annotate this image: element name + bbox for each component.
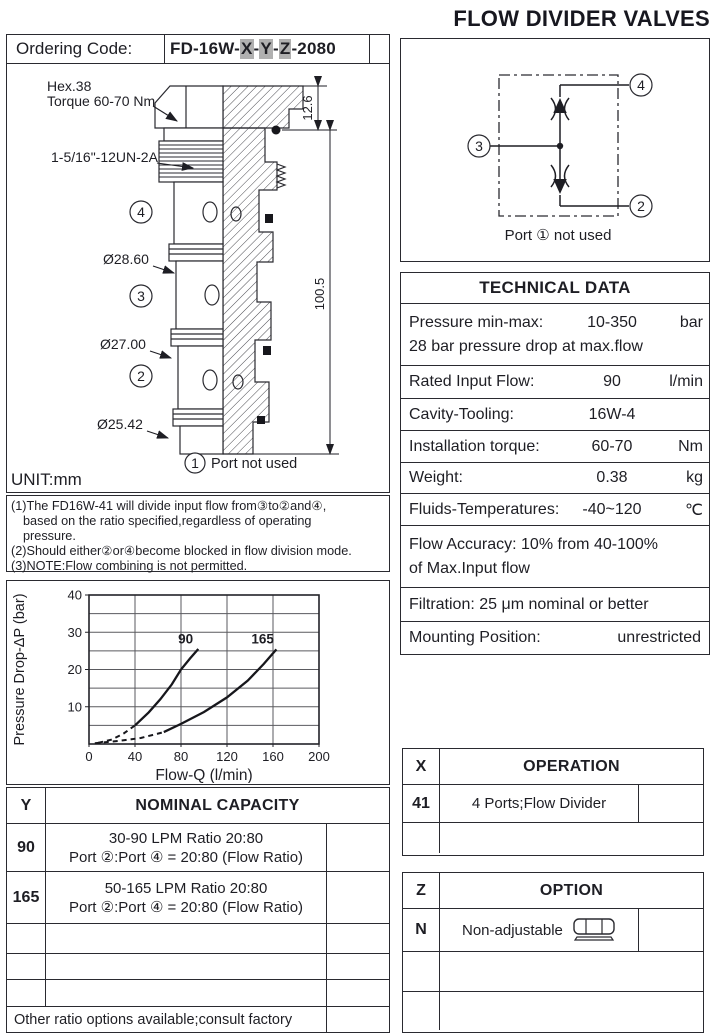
technical-data-title: TECHNICAL DATA bbox=[479, 278, 631, 297]
code-sep: - bbox=[272, 39, 279, 58]
option-table bbox=[402, 872, 704, 1033]
groove-band-1 bbox=[169, 244, 223, 261]
note-line: (1)The FD16W-41 will divide input flow from③to②and④, bbox=[11, 499, 327, 513]
schematic-caption: Port ① not used bbox=[504, 227, 612, 244]
chart-series-90-line bbox=[135, 649, 198, 725]
option-row-extra-cell bbox=[638, 909, 703, 951]
code-sep: - bbox=[253, 39, 260, 58]
orifice-symbol bbox=[551, 98, 556, 120]
tech-row-mounting bbox=[401, 621, 709, 653]
chart-tick-label-x: 40 bbox=[127, 749, 143, 764]
operation-empty-key bbox=[403, 823, 440, 853]
operation-row-desc: 4 Ports;Flow Divider bbox=[471, 795, 607, 812]
body-middle bbox=[176, 261, 223, 329]
nominal-title: NOMINAL CAPACITY bbox=[135, 796, 300, 814]
table-empty-row bbox=[403, 991, 703, 1030]
nominal-empty-key bbox=[7, 924, 46, 953]
chart-tick-label-y: 40 bbox=[67, 587, 82, 603]
operation-row-extra-cell bbox=[638, 785, 703, 822]
option-desc-text: Non-adjustable bbox=[462, 921, 563, 939]
body-tip bbox=[180, 426, 223, 454]
torque-label: Torque 60-70 Nm bbox=[47, 93, 156, 109]
option-empty-key bbox=[403, 952, 440, 991]
thread-zigzag bbox=[277, 164, 285, 188]
dia-label-2: Ø27.00 bbox=[100, 336, 146, 352]
body-upper bbox=[174, 182, 223, 244]
tech-row-flow-accuracy bbox=[401, 525, 709, 587]
operation-key-header: X bbox=[403, 749, 440, 784]
nominal-row-line2: Port ②:Port ④ = 20:80 (Flow Ratio) bbox=[68, 898, 304, 916]
unit-label: UNIT:mm bbox=[11, 470, 82, 489]
operation-row-code: 41 bbox=[403, 785, 440, 822]
tech-value: 0.38 bbox=[596, 469, 628, 486]
table-row bbox=[7, 823, 389, 871]
schematic-port-2: 2 bbox=[637, 198, 645, 214]
tech-value: 16W-4 bbox=[588, 405, 636, 423]
port-1-note: Port not used bbox=[211, 456, 298, 472]
table-empty-row bbox=[7, 953, 389, 979]
chart-tick-label-x: 80 bbox=[173, 749, 189, 764]
nominal-empty-key bbox=[7, 954, 46, 979]
ordering-code-value bbox=[165, 35, 370, 63]
operation-title: OPERATION bbox=[523, 757, 620, 775]
tech-label: Flow Accuracy: 10% from 40-100% bbox=[409, 535, 658, 553]
table-empty-row bbox=[403, 951, 703, 991]
valve-drawing bbox=[7, 64, 388, 491]
tech-row-torque bbox=[401, 430, 709, 462]
nominal-key-header: Y bbox=[7, 788, 46, 823]
groove-band-3 bbox=[173, 409, 223, 426]
note-line: based on the ratio specified,regardless of operating bbox=[23, 513, 312, 528]
orifice-symbol bbox=[551, 165, 556, 187]
chart-series-165-dashed bbox=[95, 732, 164, 743]
nominal-footer-extra bbox=[326, 1007, 389, 1032]
page-title: FLOW DIVIDER VALVES bbox=[453, 6, 710, 31]
nominal-row-desc bbox=[46, 872, 326, 923]
option-empty-key bbox=[403, 992, 440, 1030]
chart-series-165-label: 165 bbox=[251, 631, 274, 647]
table-footer-row bbox=[7, 1006, 389, 1032]
chart-tick-label-y: 20 bbox=[67, 662, 82, 677]
valve-section-hatched bbox=[223, 86, 303, 454]
notes-box bbox=[6, 495, 390, 572]
option-title: OPTION bbox=[539, 881, 604, 899]
chart-tick-label-x: 160 bbox=[262, 749, 284, 764]
tech-value: 10-350 bbox=[587, 313, 637, 331]
hex-neck bbox=[164, 128, 223, 141]
port-4-number: 4 bbox=[137, 204, 145, 220]
table-empty-row bbox=[7, 979, 389, 1006]
tech-label: Rated Input Flow: bbox=[409, 373, 535, 390]
tech-label: Filtration: 25 μm nominal or better bbox=[409, 595, 649, 613]
tech-value: unrestricted bbox=[617, 628, 701, 646]
chart-tick-label-x: 200 bbox=[308, 749, 330, 764]
port-2-number: 2 bbox=[137, 368, 145, 384]
nominal-row-key: 90 bbox=[7, 824, 46, 871]
chart-xlabel: Flow-Q (l/min) bbox=[155, 767, 253, 783]
groove-band-2 bbox=[171, 329, 223, 346]
dim-100-5: 100.5 bbox=[312, 277, 327, 311]
tech-label: Weight: bbox=[409, 469, 463, 486]
tech-unit: l/min bbox=[669, 373, 703, 390]
chart-ylabel: Pressure Drop-ΔP (bar) bbox=[12, 593, 28, 746]
table-empty-row bbox=[403, 822, 703, 853]
hydraulic-schematic bbox=[401, 39, 708, 260]
tech-line2: 28 bar pressure drop at max.flow bbox=[409, 337, 643, 355]
tech-line2: of Max.Input flow bbox=[409, 559, 530, 577]
option-empty-desc bbox=[440, 992, 703, 1030]
table-empty-row bbox=[7, 923, 389, 953]
nominal-empty-extra bbox=[326, 954, 389, 979]
tech-label: Installation torque: bbox=[409, 437, 540, 455]
table-row bbox=[403, 908, 703, 951]
thread-label: 1-5/16"-12UN-2A bbox=[51, 149, 158, 165]
option-key-header: Z bbox=[403, 873, 440, 908]
nominal-row-line1: 30-90 LPM Ratio 20:80 bbox=[108, 829, 264, 847]
tech-value: 90 bbox=[603, 373, 621, 390]
tech-value: 60-70 bbox=[591, 437, 633, 455]
tech-label: Mounting Position: bbox=[409, 628, 541, 646]
hex-label: Hex.38 bbox=[47, 78, 92, 94]
tech-row-pressure bbox=[401, 303, 709, 365]
tech-label: Fluids-Temperatures: bbox=[409, 500, 560, 518]
nominal-empty-desc bbox=[46, 954, 326, 979]
code-prefix: FD-16W- bbox=[170, 39, 240, 58]
orifice-symbol bbox=[565, 98, 570, 120]
tech-label: Pressure min-max: bbox=[409, 313, 544, 331]
tech-label: Cavity-Tooling: bbox=[409, 405, 514, 423]
option-row-desc bbox=[440, 909, 638, 951]
ordering-code-box bbox=[6, 34, 390, 64]
code-x-placeholder: X bbox=[241, 39, 253, 58]
chart-series-90-label: 90 bbox=[178, 631, 194, 647]
nominal-empty-desc bbox=[46, 924, 326, 953]
nominal-empty-extra bbox=[326, 980, 389, 1006]
schematic-box bbox=[400, 38, 710, 262]
nominal-empty-key bbox=[7, 980, 46, 1006]
nominal-row-desc bbox=[46, 824, 326, 871]
port-1-number: 1 bbox=[191, 455, 199, 471]
tech-unit: ℃ bbox=[685, 501, 703, 519]
tech-unit: kg bbox=[686, 469, 703, 486]
option-empty-desc bbox=[440, 952, 703, 991]
option-row-code: N bbox=[403, 909, 440, 951]
nominal-row-key: 165 bbox=[7, 872, 46, 923]
code-y-placeholder: Y bbox=[260, 39, 272, 58]
orifice-symbol bbox=[565, 165, 570, 187]
valve-drawing-box bbox=[6, 63, 390, 493]
chart-tick-label-x: 0 bbox=[85, 749, 93, 764]
schematic-port-3: 3 bbox=[475, 138, 483, 154]
hex-plug-icon bbox=[571, 916, 619, 944]
tech-row-filtration bbox=[401, 587, 709, 621]
chart-tick-label-x: 120 bbox=[216, 749, 238, 764]
junction-dot bbox=[557, 143, 563, 149]
tech-row-fluids-temp bbox=[401, 493, 709, 525]
code-suffix: -2080 bbox=[291, 39, 336, 58]
port-3-number: 3 bbox=[137, 288, 145, 304]
nominal-empty-desc bbox=[46, 980, 326, 1006]
note-line: pressure. bbox=[23, 528, 76, 543]
note-line: (3)NOTE:Flow combining is not permitted. bbox=[11, 558, 248, 573]
table-row bbox=[403, 784, 703, 822]
tech-row-cavity bbox=[401, 398, 709, 430]
nominal-empty-extra bbox=[326, 924, 389, 953]
tech-row-rated-flow bbox=[401, 365, 709, 398]
nominal-row-extra-cell bbox=[326, 872, 389, 923]
nominal-row-line2: Port ②:Port ④ = 20:80 (Flow Ratio) bbox=[68, 848, 304, 866]
table-header-row bbox=[403, 749, 703, 784]
chart-box bbox=[6, 580, 390, 785]
technical-data-table bbox=[400, 272, 710, 655]
tech-unit: Nm bbox=[678, 437, 703, 455]
dim-12-6: 12.6 bbox=[300, 95, 315, 121]
nominal-row-extra-cell bbox=[326, 824, 389, 871]
tech-unit: bar bbox=[679, 313, 703, 331]
nominal-capacity-table bbox=[6, 787, 390, 1033]
operation-empty-desc bbox=[440, 823, 703, 853]
note-line: (2)Should either②or④become blocked in flow division mode. bbox=[11, 543, 352, 558]
table-header-row bbox=[403, 873, 703, 908]
operation-table bbox=[402, 748, 704, 856]
chart-tick-label-y: 30 bbox=[67, 624, 82, 640]
hex-head bbox=[155, 86, 223, 128]
tech-value: -40~120 bbox=[582, 500, 642, 518]
code-z-placeholder: Z bbox=[279, 39, 291, 58]
pressure-flow-chart bbox=[7, 581, 388, 783]
chart-tick-label-y: 10 bbox=[67, 699, 82, 715]
nominal-row-line1: 50-165 LPM Ratio 20:80 bbox=[104, 879, 268, 897]
tech-row-weight bbox=[401, 462, 709, 493]
table-row bbox=[7, 871, 389, 923]
schematic-port-4: 4 bbox=[637, 77, 645, 93]
table-header-row bbox=[7, 788, 389, 823]
nominal-footer-note: Other ratio options available;consult factory bbox=[14, 1011, 293, 1028]
dia-label-3: Ø25.42 bbox=[97, 416, 143, 432]
ordering-code-label: Ordering Code: bbox=[7, 35, 165, 63]
dia-label-1: Ø28.60 bbox=[103, 251, 149, 267]
